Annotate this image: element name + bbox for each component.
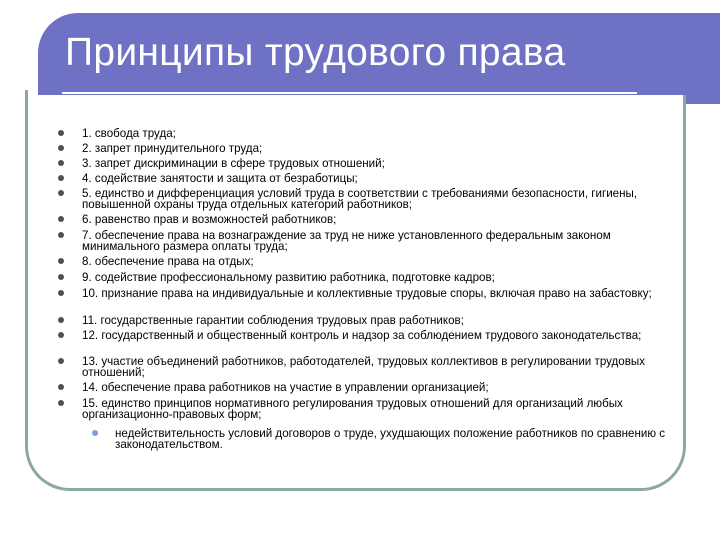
bullet-icon <box>58 160 64 166</box>
bullet-icon <box>58 216 64 222</box>
bullet-icon <box>58 232 64 238</box>
sub-bullet-icon <box>92 430 98 436</box>
list-item: 5. единство и дифференциация условий труда в соответствии с требованиями безопасности, гигиены, повышенной охраны труда отдельных категорий работников; <box>82 187 638 211</box>
list-item: 14. обеспечение права работников на участие в управлении организацией; <box>82 381 489 394</box>
bullet-icon <box>58 400 64 406</box>
bullet-icon <box>58 317 64 323</box>
bullet-icon <box>58 384 64 390</box>
list-item: 11. государственные гарантии соблюдения трудовых прав работников; <box>82 314 464 327</box>
list-item: 15. единство принципов нормативного регулирования трудовых отношений для организаций любых организационно-правовых форм; <box>82 397 623 421</box>
bullet-icon <box>58 130 64 136</box>
list-item: 13. участие объединений работников, работодателей, трудовых коллективов в регулировании трудовых отношений; <box>82 355 646 379</box>
bullet-icon <box>58 332 64 338</box>
list-item: 9. содействие профессиональному развитию работника, подготовке кадров; <box>82 271 495 284</box>
list-item: 7. обеспечение права на вознаграждение за труд не ниже установленного федеральным законом минимального размера оплаты труда; <box>82 229 611 253</box>
list-item: 12. государственный и общественный контроль и надзор за соблюдением трудового законодательства; <box>82 329 642 342</box>
sub-list-item: недействительность условий договоров о труде, ухудшающих положение работников по сравнению с законодательством. <box>115 427 666 451</box>
bullet-icon <box>58 145 64 151</box>
list-item: 6. равенство прав и возможностей работников; <box>82 213 337 226</box>
list-item: 1. свобода труда; <box>82 127 176 140</box>
list-item: 4. содействие занятости и защита от безработицы; <box>82 172 358 185</box>
bullet-icon <box>58 274 64 280</box>
slide-title: Принципы трудового права <box>65 31 566 74</box>
list-item: 10. признание права на индивидуальные и коллективные трудовые споры, включая право на забастовку; <box>82 287 652 300</box>
bullet-icon <box>58 358 64 364</box>
bullet-icon <box>58 190 64 196</box>
bullet-icon <box>58 290 64 296</box>
bullet-icon <box>58 258 64 264</box>
list-item: 8. обеспечение права на отдых; <box>82 255 254 268</box>
list-item: 2. запрет принудительного труда; <box>82 142 263 155</box>
bullet-icon <box>58 175 64 181</box>
list-item: 3. запрет дискриминации в сфере трудовых отношений; <box>82 157 385 170</box>
